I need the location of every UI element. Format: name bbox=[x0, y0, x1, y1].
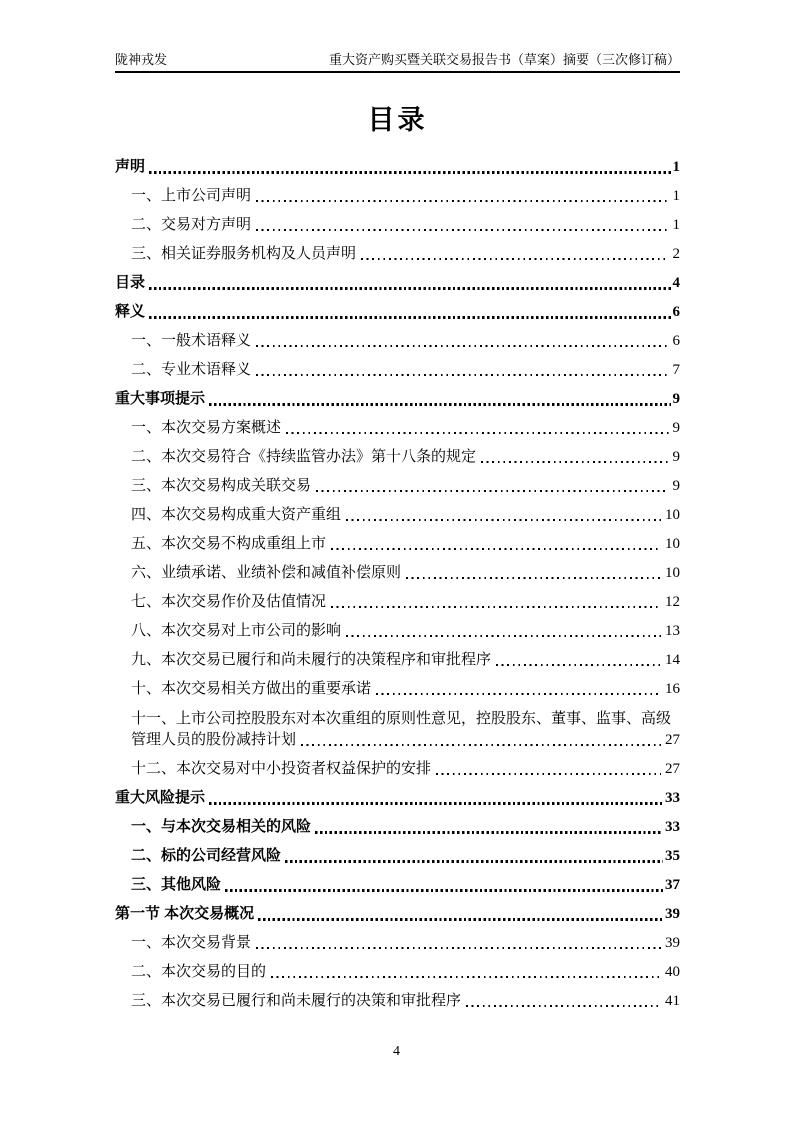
toc-entry-line bbox=[115, 389, 680, 409]
toc-leader-dots bbox=[481, 461, 668, 463]
toc-entry-line bbox=[131, 933, 680, 953]
toc-entry-page: 10 bbox=[665, 536, 680, 552]
toc-entry bbox=[115, 875, 680, 895]
toc-entry-label: 目录 bbox=[115, 274, 146, 291]
toc-entry bbox=[115, 759, 680, 779]
toc-entry-line bbox=[131, 418, 680, 438]
toc-entry bbox=[115, 273, 680, 293]
toc-leader-dots bbox=[466, 1005, 661, 1007]
toc-entry-label-line1: 十一、上市公司控股股东对本次重组的原则性意见，控股股东、董事、监事、高级 bbox=[131, 711, 672, 727]
toc-entry-line bbox=[131, 759, 680, 779]
toc-entry-label: 一、本次交易方案概述 bbox=[131, 420, 282, 436]
toc-entry-line bbox=[131, 215, 680, 235]
toc-leader-dots bbox=[331, 606, 661, 608]
toc-entry-line bbox=[131, 991, 680, 1011]
footer-page-number: 4 bbox=[393, 1044, 400, 1059]
header-right-text: 重大资产购买暨关联交易报告书（草案）摘要（三次修订稿） bbox=[328, 52, 680, 67]
toc-entry bbox=[115, 563, 680, 583]
toc-entry-line bbox=[115, 273, 680, 293]
toc-entry-line bbox=[115, 788, 680, 808]
toc-entry bbox=[115, 476, 680, 496]
toc-entry-label: 二、标的公司经营风险 bbox=[131, 847, 282, 864]
toc-leader-dots bbox=[376, 693, 661, 695]
toc-entry-line bbox=[131, 962, 680, 982]
toc-leader-dots bbox=[496, 664, 661, 666]
toc-entry-line bbox=[131, 679, 680, 699]
toc-entry-line bbox=[131, 875, 680, 895]
toc-entry-line bbox=[131, 476, 680, 496]
toc-entry-page: 6 bbox=[672, 304, 680, 320]
toc-leader-dots bbox=[256, 345, 668, 347]
toc-entry-page: 1 bbox=[672, 188, 680, 204]
toc-entry-label: 重大事项提示 bbox=[115, 390, 206, 407]
toc-entry bbox=[115, 186, 680, 206]
toc-entry-label: 二、本次交易的目的 bbox=[131, 964, 267, 980]
toc-entry bbox=[115, 244, 680, 264]
toc-leader-dots bbox=[209, 802, 663, 805]
toc-entry-line bbox=[131, 505, 680, 525]
toc-leader-dots bbox=[271, 976, 661, 978]
toc-entry-page: 9 bbox=[672, 449, 680, 465]
toc-entry-line bbox=[131, 360, 680, 380]
toc-entry-line bbox=[131, 846, 680, 866]
toc-entry bbox=[115, 505, 680, 525]
page-title: 目录 bbox=[367, 105, 428, 135]
toc-entry bbox=[115, 592, 680, 612]
toc-entry bbox=[115, 447, 680, 467]
toc-entry-line bbox=[131, 592, 680, 612]
toc-entry-line bbox=[131, 244, 680, 264]
toc-leader-dots bbox=[209, 403, 670, 406]
toc-entry-label: 第一节 本次交易概况 bbox=[115, 905, 255, 922]
toc-entry bbox=[115, 302, 680, 322]
toc-leader-dots bbox=[285, 860, 663, 863]
toc-entry-page: 10 bbox=[665, 507, 680, 523]
toc-entry-label: 一、上市公司声明 bbox=[131, 188, 252, 204]
toc-leader-dots bbox=[346, 635, 661, 637]
toc-entry-page: 2 bbox=[672, 246, 680, 262]
toc-entry-label: 二、交易对方声明 bbox=[131, 217, 252, 233]
toc-entry bbox=[115, 389, 680, 409]
toc-leader-dots bbox=[149, 171, 670, 174]
toc-leader-dots bbox=[316, 490, 668, 492]
toc-entry bbox=[115, 904, 680, 924]
toc-entry-page: 13 bbox=[665, 623, 680, 639]
toc-entry-page: 14 bbox=[665, 652, 680, 668]
toc-entry-page: 40 bbox=[665, 964, 680, 980]
toc-entry bbox=[115, 650, 680, 670]
toc-entry bbox=[115, 157, 680, 177]
toc-entry-line bbox=[131, 563, 680, 583]
toc-entry-page: 16 bbox=[665, 681, 680, 697]
toc-leader-dots bbox=[256, 947, 661, 949]
toc-entry-label: 释义 bbox=[115, 303, 146, 320]
toc-entry-label: 十二、本次交易对中小投资者权益保护的安排 bbox=[131, 761, 432, 777]
toc-leader-dots bbox=[256, 229, 668, 231]
toc-leader-dots bbox=[315, 831, 663, 834]
toc-entry-page: 41 bbox=[665, 993, 680, 1009]
toc-entry-page: 39 bbox=[665, 906, 680, 922]
toc-leader-dots bbox=[361, 258, 668, 260]
toc-entry-page: 33 bbox=[665, 790, 680, 806]
toc-entry bbox=[115, 331, 680, 351]
toc-entry-label: 管理人员的股份减持计划 bbox=[131, 732, 297, 748]
toc-leader-dots bbox=[149, 316, 670, 319]
toc-leader-dots bbox=[331, 548, 661, 550]
toc-leader-dots bbox=[346, 519, 661, 521]
toc-entry-label: 重大风险提示 bbox=[115, 789, 206, 806]
toc-entry-page: 4 bbox=[672, 275, 680, 291]
toc-entry-page: 7 bbox=[672, 362, 680, 378]
toc-entry-page: 33 bbox=[665, 819, 680, 835]
toc-entry-line bbox=[115, 157, 680, 177]
toc-entry bbox=[115, 846, 680, 866]
toc-entry-label: 三、其他风险 bbox=[131, 876, 222, 893]
toc-entry-page: 9 bbox=[672, 420, 680, 436]
toc-entry-line bbox=[131, 447, 680, 467]
toc-entry-page: 6 bbox=[672, 333, 680, 349]
toc-leader-dots bbox=[256, 200, 668, 202]
toc-leader-dots bbox=[258, 918, 663, 921]
toc-entry-page: 39 bbox=[665, 935, 680, 951]
toc-entry-page: 27 bbox=[665, 761, 680, 777]
toc-leader-dots bbox=[225, 889, 663, 892]
header-left-text: 陇神戎发 bbox=[115, 52, 168, 67]
toc-entry-line bbox=[115, 904, 680, 924]
page-footer bbox=[0, 1044, 793, 1060]
toc-entry-label: 三、本次交易已履行和尚未履行的决策和审批程序 bbox=[131, 993, 462, 1009]
toc-entry-label: 六、业绩承诺、业绩补偿和减值补偿原则 bbox=[131, 565, 402, 581]
toc-entry-label: 五、本次交易不构成重组上市 bbox=[131, 536, 327, 552]
toc-entry-label: 声明 bbox=[115, 158, 146, 175]
toc-entry-line bbox=[131, 817, 680, 837]
toc-entry-label: 三、本次交易构成关联交易 bbox=[131, 478, 312, 494]
toc-entry-line bbox=[115, 302, 680, 322]
toc-entry bbox=[115, 418, 680, 438]
toc-entry bbox=[115, 708, 680, 750]
toc-entry-line bbox=[131, 534, 680, 554]
toc-entry-label: 九、本次交易已履行和尚未履行的决策程序和审批程序 bbox=[131, 652, 492, 668]
toc-entry-page: 37 bbox=[665, 877, 680, 893]
toc-entry-label: 一、与本次交易相关的风险 bbox=[131, 818, 312, 835]
toc-entry-label: 二、专业术语释义 bbox=[131, 362, 252, 378]
toc-entry-page: 1 bbox=[672, 159, 680, 175]
toc-leader-dots bbox=[406, 577, 661, 579]
toc-entry bbox=[115, 788, 680, 808]
toc-leader-dots bbox=[286, 432, 668, 434]
toc-entry-line bbox=[131, 650, 680, 670]
toc-entry-label: 一、本次交易背景 bbox=[131, 935, 252, 951]
toc-entry-page: 9 bbox=[672, 478, 680, 494]
toc-entry-line bbox=[131, 186, 680, 206]
toc-entry-label: 十、本次交易相关方做出的重要承诺 bbox=[131, 681, 372, 697]
toc-entry bbox=[115, 360, 680, 380]
toc-entry-line bbox=[131, 621, 680, 641]
toc-entry-label: 二、本次交易符合《持续监管办法》第十八条的规定 bbox=[131, 449, 477, 465]
toc-entry-label: 八、本次交易对上市公司的影响 bbox=[131, 623, 342, 639]
toc-entry-page: 1 bbox=[672, 217, 680, 233]
toc-entry bbox=[115, 215, 680, 235]
toc-entry bbox=[115, 679, 680, 699]
toc-leader-dots bbox=[256, 374, 668, 376]
toc-entry-label: 七、本次交易作价及估值情况 bbox=[131, 594, 327, 610]
toc-entry-line bbox=[131, 331, 680, 351]
toc-entry-label: 一、一般术语释义 bbox=[131, 333, 252, 349]
toc-entry-page: 10 bbox=[665, 565, 680, 581]
toc-entry bbox=[115, 621, 680, 641]
toc-entry-page: 27 bbox=[665, 732, 680, 748]
toc-entry-page: 12 bbox=[665, 594, 680, 610]
toc-entry-page: 9 bbox=[672, 391, 680, 407]
toc-entry bbox=[115, 817, 680, 837]
toc-leader-dots bbox=[436, 773, 661, 775]
toc-list bbox=[115, 157, 680, 1011]
toc-entry bbox=[115, 962, 680, 982]
toc-leader-dots bbox=[301, 744, 661, 746]
toc-entry bbox=[115, 534, 680, 554]
toc-entry bbox=[115, 933, 680, 953]
toc-entry-label: 四、本次交易构成重大资产重组 bbox=[131, 507, 342, 523]
page-header bbox=[115, 52, 680, 73]
toc-entry-line bbox=[131, 730, 680, 750]
toc-entry bbox=[115, 991, 680, 1011]
toc-leader-dots bbox=[149, 287, 670, 290]
toc-entry-page: 35 bbox=[665, 848, 680, 864]
toc-entry-label: 三、相关证券服务机构及人员声明 bbox=[131, 246, 357, 262]
